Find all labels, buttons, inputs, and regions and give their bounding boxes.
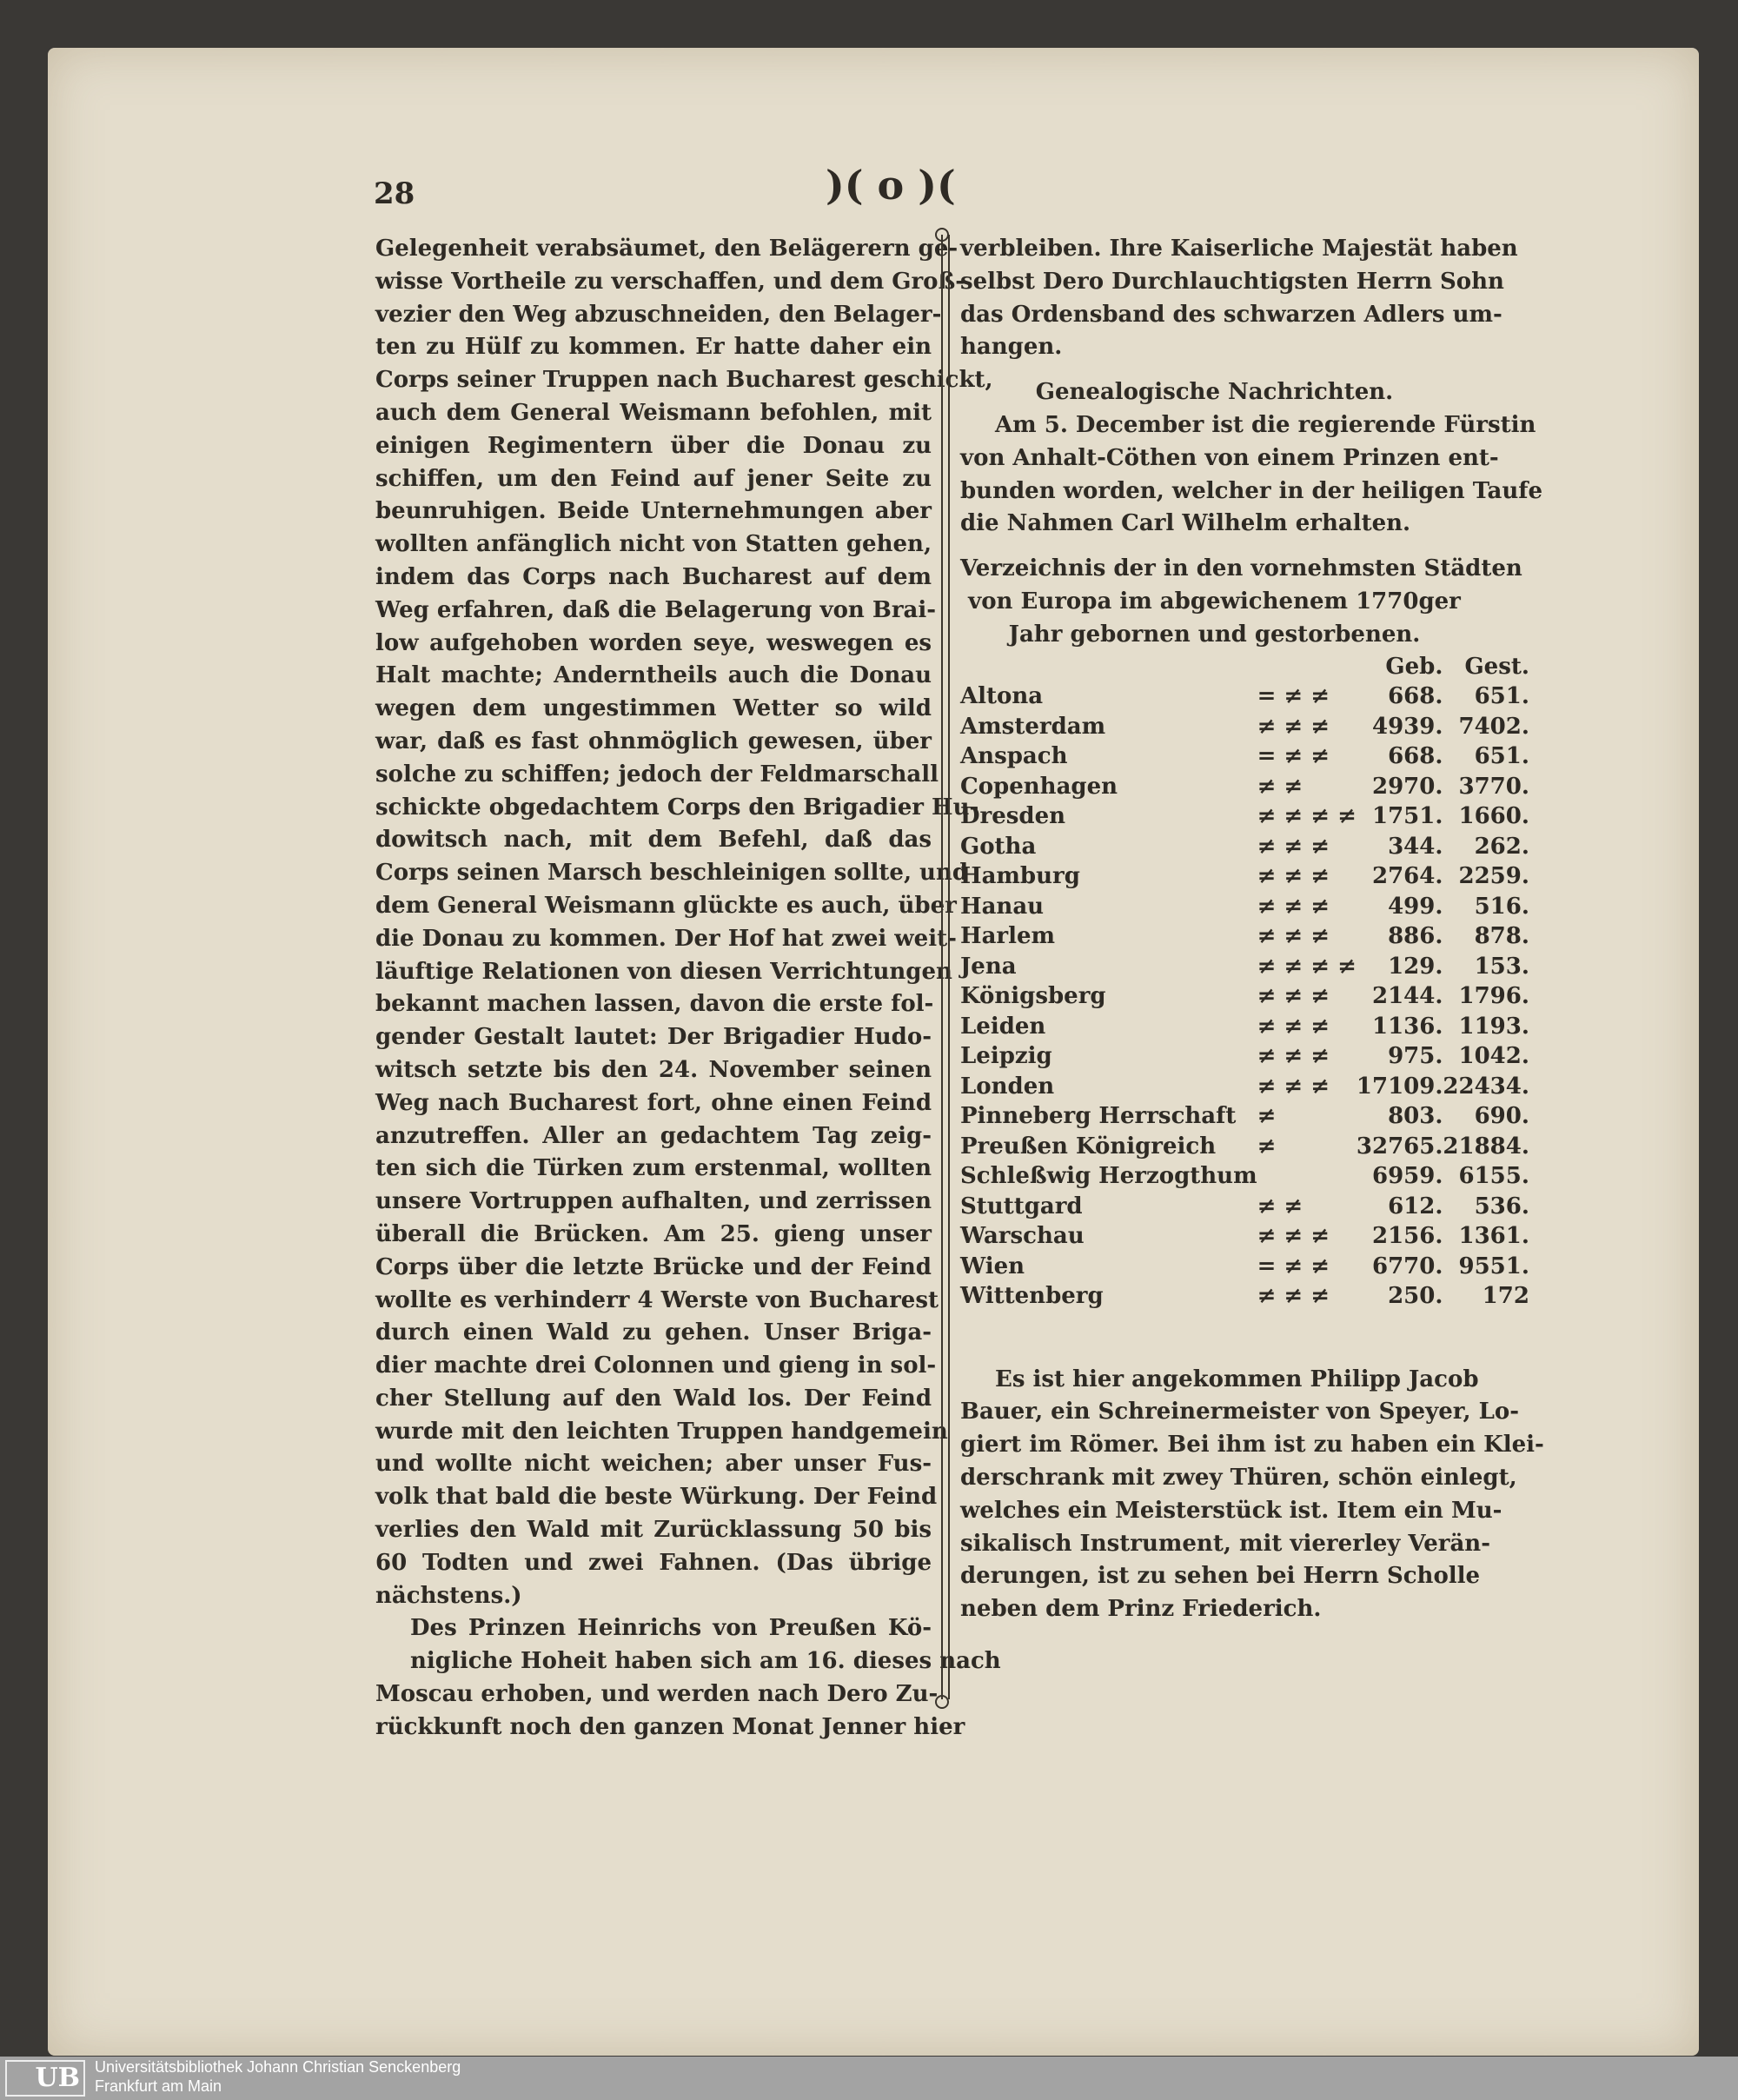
table-row (960, 1012, 1529, 1042)
born-count: 975. (1388, 1043, 1443, 1070)
notice-line: sikalisch Instrument, mit viererley Verän- (960, 1530, 1490, 1557)
filler-marks: ≠ ≠ ≠ (1257, 983, 1330, 1010)
filler-marks: ≠ ≠ ≠ (1257, 863, 1330, 890)
table-row (960, 981, 1529, 1012)
city-name: Dresden (960, 803, 1066, 830)
born-count: 2156. (1371, 1223, 1443, 1250)
text-line: verlies den Wald mit Zurücklassung 50 bis (375, 1517, 932, 1544)
died-count: 21884. (1443, 1133, 1529, 1160)
died-count: 1042. (1458, 1043, 1529, 1070)
text-line: 60 Todten und zwei Fahnen. (Das übrige (375, 1549, 932, 1576)
text-line: rückkunft noch den ganzen Monat Jenner hier (375, 1713, 965, 1740)
col-died-header: Gest. (1464, 653, 1529, 680)
text-line: und wollte nicht weichen; aber unser Fus- (375, 1451, 932, 1478)
text-line: volk that bald die beste Würkung. Der Feind (375, 1484, 938, 1511)
born-count: 344. (1388, 833, 1443, 860)
ub-logo: UB (5, 2060, 85, 2097)
table-title-line: von Europa im abgewichenem 1770ger (968, 588, 1461, 615)
filler-marks: ≠ ≠ ≠ (1257, 1073, 1330, 1100)
city-name: Londen (960, 1073, 1055, 1100)
header-ornament: )( o )( (826, 162, 956, 209)
table-row (960, 921, 1529, 952)
text-line: auch dem General Weismann befohlen, mit (375, 399, 932, 426)
text-line: dem General Weismann glückte es auch, über (375, 892, 957, 919)
city-name: Schleßwig Herzogthum (960, 1163, 1257, 1190)
text-line: low aufgehoben worden seye, weswegen es (375, 629, 932, 656)
died-count: 7402. (1458, 713, 1529, 740)
table-row (960, 952, 1529, 982)
text-line: schickte obgedachtem Corps den Brigadier Hu- (375, 794, 979, 821)
born-count: 2970. (1371, 773, 1443, 800)
table-row (960, 681, 1529, 712)
died-count: 1796. (1458, 983, 1529, 1010)
filler-marks: = ≠ ≠ (1257, 1253, 1330, 1279)
text-line: wegen dem ungestimmen Wetter so wild (375, 695, 932, 722)
died-count: 878. (1474, 923, 1529, 950)
column-divider (941, 235, 950, 1699)
city-name: Anspach (960, 743, 1068, 770)
text-line: läuftige Relationen von diesen Verrichtungen (375, 958, 952, 985)
filler-marks: ≠ ≠ ≠ (1257, 893, 1330, 920)
text-line: dier machte drei Colonnen und gieng in sol- (375, 1352, 937, 1379)
text-line: die Nahmen Carl Wilhelm erhalten. (960, 510, 1411, 537)
died-count: 262. (1474, 833, 1529, 860)
died-count: 2259. (1458, 863, 1529, 890)
table-row (960, 1072, 1529, 1102)
table-row (960, 1221, 1529, 1252)
text-line: verbleiben. Ihre Kaiserliche Majestät haben (960, 236, 1518, 262)
filler-marks: = ≠ ≠ (1257, 743, 1330, 770)
table-row (960, 1132, 1529, 1162)
text-line: Am 5. December ist die regierende Fürstin (995, 411, 1536, 438)
born-count: 1751. (1371, 803, 1443, 830)
notice-line: giert im Römer. Bei ihm ist zu haben ein Klei- (960, 1432, 1544, 1459)
text-line: bekannt machen lassen, davon die erste fol- (375, 991, 934, 1018)
died-count: 516. (1474, 893, 1529, 920)
text-line: ten sich die Türken zum erstenmal, wollten (375, 1155, 932, 1182)
city-name: Leiden (960, 1013, 1046, 1040)
text-line: cher Stellung auf den Wald los. Der Feind (375, 1385, 932, 1412)
table-row (960, 1252, 1529, 1282)
died-count: 690. (1474, 1103, 1529, 1130)
text-line: beunruhigen. Beide Unternehmungen aber (375, 498, 932, 525)
text-line: wollte es verhinderr 4 Werste von Bucharest (375, 1286, 939, 1313)
city-name: Wien (960, 1253, 1025, 1279)
filler-marks: ≠ ≠ (1257, 773, 1304, 800)
table-title-line: Verzeichnis der in den vornehmsten Städten (960, 555, 1522, 582)
died-count: 651. (1474, 683, 1529, 710)
filler-marks: ≠ ≠ ≠ (1257, 1283, 1330, 1310)
table-row (960, 1101, 1529, 1132)
born-count: 499. (1388, 893, 1443, 920)
divider-ornament-bottom (935, 1695, 949, 1709)
text-line: Halt machte; Anderntheils auch die Donau (375, 662, 932, 689)
born-count: 2144. (1371, 983, 1443, 1010)
text-line: nigliche Hoheit haben sich am 16. dieses nach (410, 1648, 1001, 1675)
text-line: die Donau zu kommen. Der Hof hat zwei weit- (375, 925, 957, 952)
filler-marks: ≠ ≠ ≠ ≠ (1257, 953, 1357, 980)
died-count: 1361. (1458, 1223, 1529, 1250)
text-line: Gelegenheit verabsäumet, den Belägerern ge- (375, 236, 959, 262)
text-line: hangen. (960, 334, 1063, 361)
filler-marks: ≠ ≠ ≠ ≠ (1257, 803, 1357, 830)
notice-line: neben dem Prinz Friederich. (960, 1596, 1322, 1623)
city-name: Hamburg (960, 863, 1080, 890)
notice-line: derungen, ist zu sehen bei Herrn Scholle (960, 1563, 1481, 1590)
table-row (960, 1281, 1529, 1312)
born-count: 886. (1388, 923, 1443, 950)
births-deaths-table (960, 652, 1529, 1312)
born-count: 250. (1388, 1283, 1443, 1310)
died-count: 22434. (1443, 1073, 1529, 1100)
filler-marks: ≠ (1257, 1103, 1277, 1130)
table-row (960, 892, 1529, 922)
text-line: wollten anfänglich nicht von Statten gehen, (375, 531, 932, 558)
text-line: dowitsch nach, mit dem Befehl, daß das (375, 827, 932, 854)
text-line: wurde mit den leichten Truppen handgemein (375, 1418, 948, 1445)
born-count: 17109. (1356, 1073, 1443, 1100)
divider-ornament-top (935, 228, 949, 242)
right-column (960, 233, 1544, 1626)
born-count: 4939. (1371, 713, 1443, 740)
text-line: war, daß es fast ohnmöglich gewesen, über (375, 728, 932, 754)
table-row (960, 832, 1529, 862)
city-name: Hanau (960, 893, 1045, 920)
text-line: unsere Vortruppen aufhalten, und zerrissen (375, 1188, 932, 1215)
died-count: 536. (1474, 1193, 1529, 1219)
text-line: witsch setzte bis den 24. November seinen (375, 1056, 932, 1083)
born-count: 6770. (1371, 1253, 1443, 1279)
born-count: 32765. (1356, 1133, 1443, 1160)
city-name: Jena (960, 953, 1017, 980)
text-line: indem das Corps nach Bucharest auf dem (375, 563, 932, 590)
city-name: Leipzig (960, 1043, 1052, 1070)
text-line: Corps seinen Marsch beschleinigen sollte, und (375, 860, 969, 887)
city-name: Preußen Königreich (960, 1133, 1217, 1160)
born-count: 2764. (1371, 863, 1443, 890)
filler-marks: ≠ ≠ ≠ (1257, 1013, 1330, 1040)
table-row (960, 1161, 1529, 1192)
died-count: 3770. (1458, 773, 1529, 800)
city-name: Gotha (960, 833, 1037, 860)
city-name: Königsberg (960, 983, 1106, 1010)
city-name: Harlem (960, 923, 1056, 950)
text-line: das Ordensband des schwarzen Adlers um- (960, 301, 1503, 328)
born-count: 668. (1388, 683, 1443, 710)
city-name: Wittenberg (960, 1283, 1104, 1310)
table-row (960, 1041, 1529, 1072)
text-line: vezier den Weg abzuschneiden, den Belager- (375, 301, 942, 328)
died-count: 6155. (1458, 1163, 1529, 1190)
table-header (960, 652, 1529, 682)
text-line: solche zu schiffen; jedoch der Feldmarschall (375, 761, 939, 788)
text-line: von Anhalt-Cöthen von einem Prinzen ent- (960, 444, 1499, 471)
filler-marks (1257, 1161, 1357, 1192)
filler-marks: = ≠ ≠ (1257, 683, 1330, 710)
text-line: gender Gestalt lautet: Der Brigadier Hudo- (375, 1024, 932, 1051)
born-count: 129. (1388, 953, 1443, 980)
text-line: selbst Dero Durchlauchtigsten Herrn Sohn (960, 268, 1504, 295)
table-row (960, 1192, 1529, 1222)
text-line: überall die Brücken. Am 25. gieng unser (375, 1220, 932, 1247)
text-line: wisse Vortheile zu verschaffen, und dem Groß- (375, 268, 965, 295)
filler-marks: ≠ ≠ (1257, 1193, 1304, 1219)
notice-line: Es ist hier angekommen Philipp Jacob (995, 1366, 1479, 1392)
table-row (960, 712, 1529, 742)
born-count: 1136. (1371, 1013, 1443, 1040)
city-name: Pinneberg Herrschaft (960, 1103, 1237, 1130)
born-count: 668. (1388, 743, 1443, 770)
filler-marks: ≠ (1257, 1133, 1277, 1160)
died-count: 153. (1474, 953, 1529, 980)
library-city: Frankfurt am Main (95, 2077, 222, 2095)
died-count: 1193. (1458, 1013, 1529, 1040)
born-count: 803. (1388, 1103, 1443, 1130)
text-line: Corps über die letzte Brücke und der Feind (375, 1253, 932, 1280)
table-row (960, 861, 1529, 892)
col-born-header: Geb. (1385, 653, 1443, 680)
filler-marks: ≠ ≠ ≠ (1257, 1223, 1330, 1250)
filler-marks: ≠ ≠ ≠ (1257, 713, 1330, 740)
filler-marks: ≠ ≠ ≠ (1257, 923, 1330, 950)
city-name: Altona (960, 683, 1044, 710)
text-line: ten zu Hülf zu kommen. Er hatte daher ein (375, 334, 932, 361)
city-name: Stuttgard (960, 1193, 1083, 1219)
library-footer (0, 2057, 1738, 2100)
notice-line: welches ein Meisterstück ist. Item ein Mu- (960, 1497, 1503, 1524)
text-line: anzutreffen. Aller an gedachtem Tag zeig- (375, 1122, 932, 1149)
born-count: 6959. (1371, 1163, 1443, 1190)
died-count: 1660. (1458, 803, 1529, 830)
text-line: bunden worden, welcher in der heiligen Taufe (960, 477, 1543, 504)
table-row (960, 741, 1529, 772)
died-count: 9551. (1458, 1253, 1529, 1279)
filler-marks: ≠ ≠ ≠ (1257, 833, 1330, 860)
city-name: Warschau (960, 1223, 1085, 1250)
notice-line: derschrank mit zwey Thüren, schön einlegt, (960, 1464, 1517, 1491)
died-count: 651. (1474, 743, 1529, 770)
died-count: 172 (1482, 1283, 1529, 1310)
notice-line: Bauer, ein Schreinermeister von Speyer, Lo- (960, 1399, 1520, 1425)
library-name: Universitätsbibliothek Johann Christian Senckenberg (95, 2058, 461, 2076)
text-line: Corps seiner Truppen nach Bucharest geschickt, (375, 367, 993, 394)
city-name: Amsterdam (960, 713, 1106, 740)
text-line: durch einen Wald zu gehen. Unser Briga- (375, 1319, 932, 1346)
born-count: 612. (1388, 1193, 1443, 1219)
text-line: Weg erfahren, daß die Belagerung von Brai- (375, 596, 937, 623)
table-row (960, 772, 1529, 802)
text-line: Weg nach Bucharest fort, ohne einen Feind (375, 1089, 932, 1116)
filler-marks: ≠ ≠ ≠ (1257, 1043, 1330, 1070)
table-row (960, 801, 1529, 832)
text-line: schiffen, um den Feind auf jener Seite zu (375, 465, 932, 492)
text-line: Des Prinzen Heinrichs von Preußen Kö- (410, 1615, 932, 1642)
genealogy-heading: Genealogische Nachrichten. (1035, 379, 1394, 406)
text-line: nächstens.) (375, 1582, 522, 1609)
table-title-line: Jahr gebornen und gestorbenen. (1008, 621, 1421, 648)
city-name: Copenhagen (960, 773, 1118, 800)
page-number: 28 (374, 176, 415, 211)
text-line: Moscau erhoben, und werden nach Dero Zu- (375, 1681, 939, 1708)
text-line: einigen Regimentern über die Donau zu (375, 432, 932, 459)
